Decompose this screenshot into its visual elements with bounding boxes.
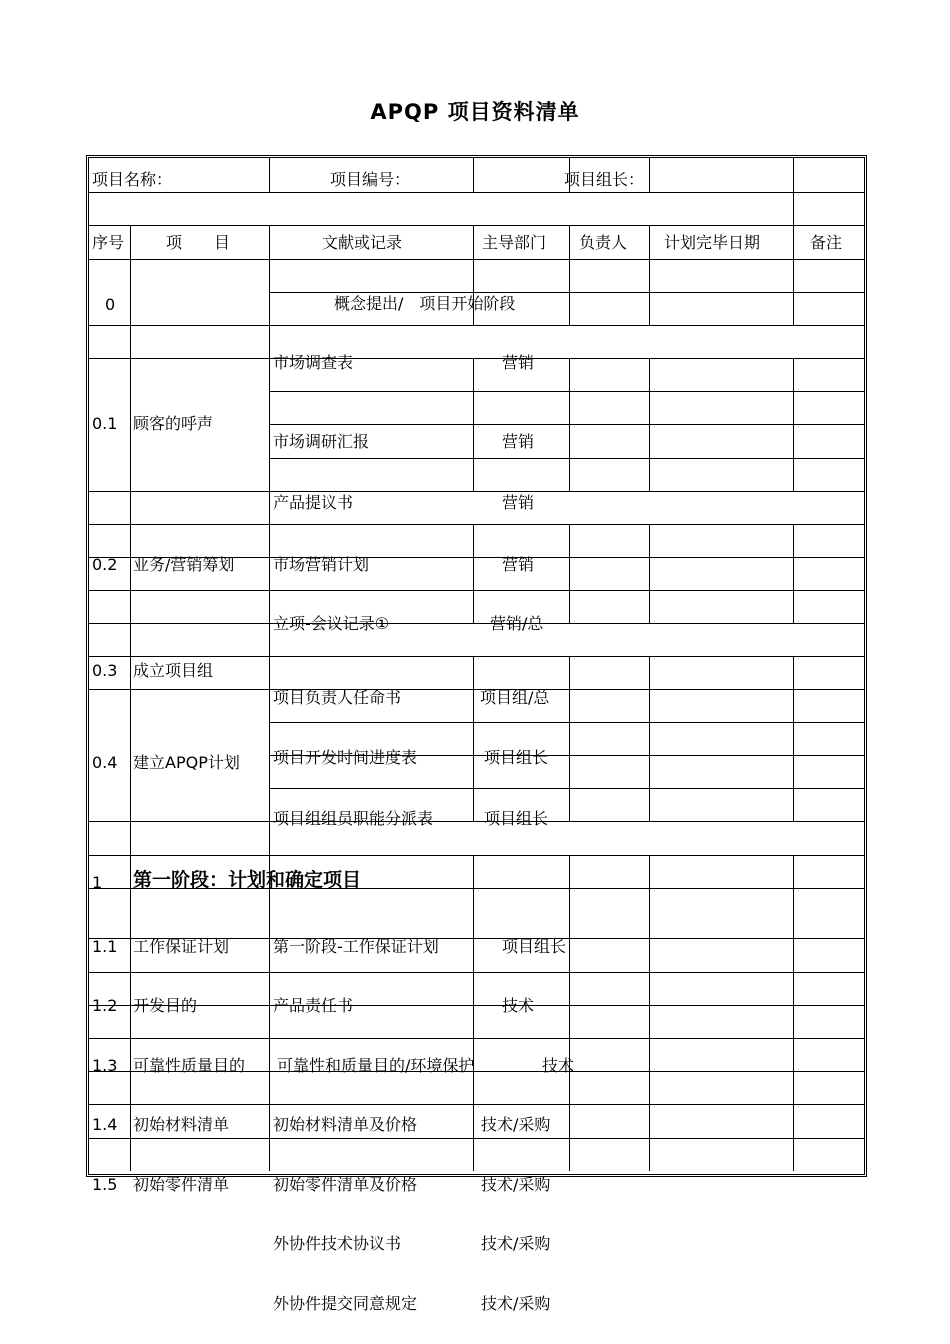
item-cell: 初始材料清单 bbox=[133, 1115, 230, 1134]
grid-line bbox=[649, 855, 650, 1171]
doc-cell: 外协件技术协议书 bbox=[273, 1234, 402, 1253]
doc-cell: 可靠性和质量目的/环境保护 bbox=[277, 1056, 475, 1075]
seq-cell: 1.4 bbox=[92, 1115, 118, 1134]
dept-cell: 营销 bbox=[502, 555, 535, 574]
grid-line bbox=[473, 358, 474, 491]
dept-cell: 营销 bbox=[502, 353, 535, 372]
seq-cell: 1.3 bbox=[92, 1056, 118, 1075]
dept-cell: 项目组长 bbox=[484, 809, 549, 828]
grid-line bbox=[569, 855, 570, 1171]
phase-number: 1 bbox=[92, 873, 103, 892]
grid-line bbox=[89, 1038, 864, 1039]
grid-line bbox=[473, 656, 474, 821]
dept-cell: 项目组长 bbox=[502, 937, 567, 956]
column-header-doc: 文献或记录 bbox=[322, 233, 403, 252]
doc-cell: 初始材料清单及价格 bbox=[273, 1115, 418, 1134]
item-cell: 初始零件清单 bbox=[133, 1175, 230, 1194]
grid-line bbox=[269, 722, 864, 723]
grid-line bbox=[89, 656, 864, 657]
doc-cell: 第一阶段-工作保证计划 bbox=[273, 937, 439, 956]
item-cell: 顾客的呼声 bbox=[133, 414, 214, 433]
doc-cell: 外协件提交同意规定 bbox=[273, 1294, 418, 1313]
grid-line bbox=[793, 192, 794, 326]
grid-line bbox=[89, 972, 864, 973]
seq-cell: 1.2 bbox=[92, 996, 118, 1015]
seq-cell: 0.4 bbox=[92, 753, 118, 772]
doc-cell: 概念提出/ 项目开始阶段 bbox=[334, 294, 516, 313]
seq-cell: 0.3 bbox=[92, 661, 118, 680]
dept-cell: 技术/采购 bbox=[481, 1175, 551, 1194]
grid-line bbox=[130, 225, 131, 1171]
grid-line bbox=[89, 689, 864, 690]
column-header-item: 项 目 bbox=[166, 233, 231, 252]
grid-line bbox=[793, 855, 794, 1171]
project-leader-label: 项目组长： bbox=[564, 170, 645, 189]
dept-cell: 技术/采购 bbox=[481, 1234, 551, 1253]
doc-cell: 市场调查表 bbox=[273, 353, 354, 372]
grid-line bbox=[89, 225, 864, 226]
grid-line bbox=[269, 292, 864, 293]
grid-line bbox=[89, 821, 864, 822]
grid-line bbox=[89, 524, 864, 525]
seq-cell: 1.1 bbox=[92, 937, 118, 956]
grid-line bbox=[89, 855, 864, 856]
grid-line bbox=[89, 192, 864, 193]
grid-line bbox=[89, 1005, 864, 1006]
doc-cell: 市场营销计划 bbox=[273, 555, 370, 574]
grid-line bbox=[89, 1138, 864, 1139]
column-header-dept: 主导部门 bbox=[482, 233, 547, 252]
seq-cell: 0.1 bbox=[92, 414, 118, 433]
grid-line bbox=[473, 524, 474, 623]
grid-line bbox=[473, 855, 474, 1171]
grid-line bbox=[649, 225, 650, 326]
grid-line bbox=[89, 491, 864, 492]
doc-cell: 立项-会议记录① bbox=[273, 614, 390, 633]
doc-cell: 产品责任书 bbox=[273, 996, 354, 1015]
grid-line bbox=[649, 358, 650, 491]
grid-line bbox=[793, 358, 794, 491]
grid-line bbox=[89, 623, 864, 624]
item-cell: 业务/营销筹划 bbox=[133, 555, 235, 574]
grid-line bbox=[269, 225, 270, 1171]
grid-line bbox=[793, 524, 794, 623]
dept-cell: 项目组/总 bbox=[480, 688, 550, 707]
item-cell: 可靠性质量目的 bbox=[133, 1056, 246, 1075]
grid-line bbox=[269, 158, 270, 192]
grid-line bbox=[89, 590, 864, 591]
grid-line bbox=[269, 424, 864, 425]
grid-line bbox=[89, 325, 864, 326]
doc-cell: 项目负责人任命书 bbox=[273, 688, 402, 707]
grid-line bbox=[89, 358, 864, 359]
dept-cell: 营销/总 bbox=[490, 614, 544, 633]
grid-line bbox=[649, 656, 650, 821]
doc-cell: 项目开发时间进度表 bbox=[273, 748, 418, 767]
column-header-owner: 负责人 bbox=[579, 233, 628, 252]
item-cell: 工作保证计划 bbox=[133, 937, 230, 956]
grid-line bbox=[569, 225, 570, 326]
grid-line bbox=[649, 158, 650, 192]
grid-line bbox=[89, 259, 864, 260]
doc-cell: 初始零件清单及价格 bbox=[273, 1175, 418, 1194]
item-cell: 建立APQP计划 bbox=[133, 753, 240, 772]
grid-line bbox=[473, 158, 474, 192]
column-header-seq: 序号 bbox=[92, 233, 125, 252]
grid-line bbox=[793, 158, 794, 192]
item-cell: 成立项目组 bbox=[133, 661, 214, 680]
grid-line bbox=[269, 788, 864, 789]
document-title: APQP 项目资料清单 bbox=[370, 100, 580, 124]
project-number-label: 项目编号： bbox=[330, 170, 411, 189]
dept-cell: 营销 bbox=[502, 493, 535, 512]
dept-cell: 技术 bbox=[542, 1056, 575, 1075]
grid-line bbox=[569, 656, 570, 821]
dept-cell: 项目组长 bbox=[484, 748, 549, 767]
dept-cell: 营销 bbox=[502, 432, 535, 451]
column-header-date: 计划完毕日期 bbox=[664, 233, 761, 252]
column-header-remark: 备注 bbox=[810, 233, 843, 252]
doc-cell: 项目组组员职能分派表 bbox=[273, 809, 434, 828]
grid-line bbox=[269, 458, 864, 459]
grid-line bbox=[569, 524, 570, 623]
seq-cell: 0 bbox=[105, 295, 116, 314]
project-name-label: 项目名称： bbox=[92, 170, 173, 189]
doc-cell: 产品提议书 bbox=[273, 493, 354, 512]
grid-line bbox=[793, 656, 794, 821]
grid-line bbox=[569, 358, 570, 491]
grid-line bbox=[89, 1104, 864, 1105]
dept-cell: 技术/采购 bbox=[481, 1115, 551, 1134]
grid-line bbox=[649, 524, 650, 623]
item-cell: 开发目的 bbox=[133, 996, 198, 1015]
seq-cell: 1.5 bbox=[92, 1175, 118, 1194]
dept-cell: 技术/采购 bbox=[481, 1294, 551, 1313]
seq-cell: 0.2 bbox=[92, 555, 118, 574]
dept-cell: 技术 bbox=[502, 996, 535, 1015]
grid-line bbox=[269, 391, 864, 392]
phase-title: 第一阶段：计划和确定项目 bbox=[133, 869, 362, 891]
doc-cell: 市场调研汇报 bbox=[273, 432, 370, 451]
